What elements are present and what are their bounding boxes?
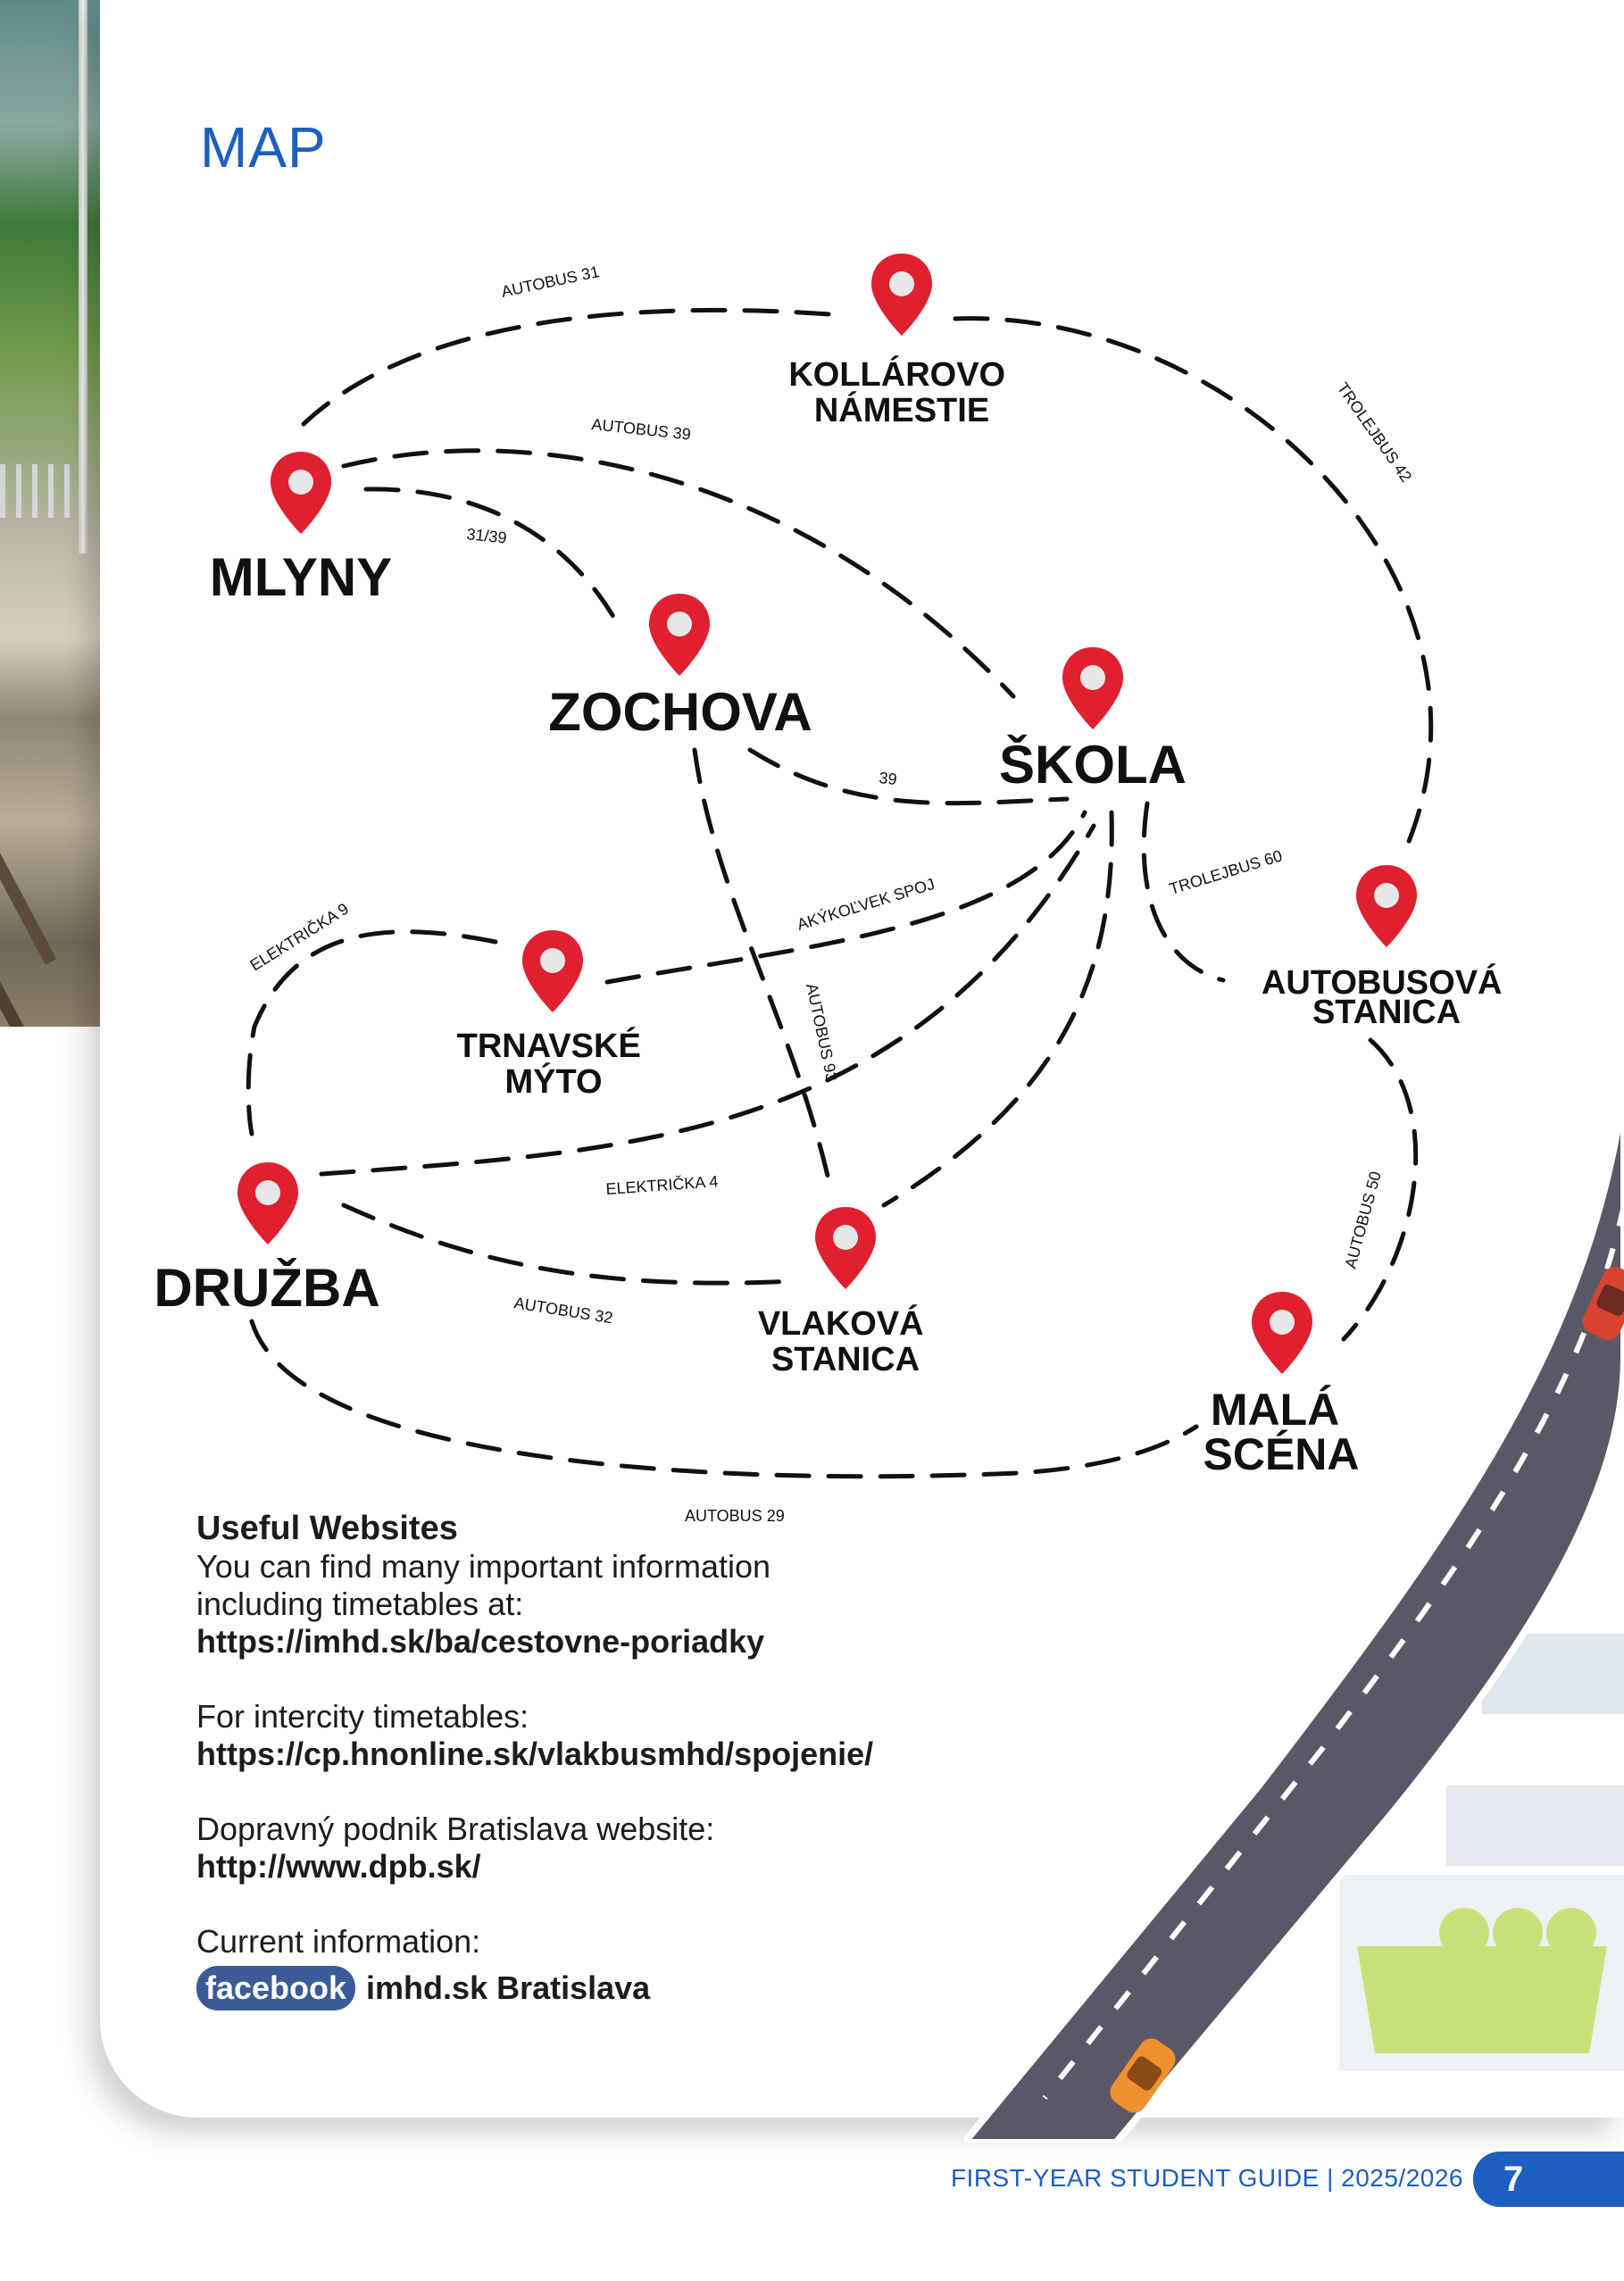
facebook-page-name: imhd.sk Bratislava [366,1969,651,2006]
tree [1439,1908,1489,1958]
map-pin-icon [237,1162,298,1245]
road-illustration [964,982,1624,2143]
route-label: AUTOBUS 93 [803,981,841,1084]
tree [1546,1908,1596,1958]
facebook-row[interactable] [196,1966,1000,2010]
useful-websites [196,1509,1000,2010]
facebook-icon: facebook [196,1966,355,2010]
stop-label-druzba: DRUŽBA [154,1258,380,1318]
map-pin-icon [815,1207,876,1289]
route-label: ELEKTRIČKA 9 [246,899,353,975]
stop-label-zochova: ZOCHOVA [548,682,812,742]
map-pin-icon [649,594,710,676]
map-pin-icon [871,254,932,336]
route-label: AUTOBUS 32 [512,1294,614,1328]
stop-label-kollarovo: KOLLÁROVO NÁMESTIE [788,356,1006,429]
footer-guide-title: FIRST-YEAR STUDENT GUIDE | 2025/2026 [950,2164,1463,2192]
intercity-link[interactable]: https://cp.hnonline.sk/vlakbusmhd/spojenie/ [196,1736,874,1772]
building-block [1446,1786,1624,1866]
route-label: TROLEJBUS 60 [1167,846,1285,898]
route-label: 39 [878,769,898,789]
timetables-link[interactable]: https://imhd.sk/ba/cestovne-poriadky [196,1623,765,1660]
map-pin-icon [271,452,331,534]
stop-label-mlyny: MLYNY [209,547,393,607]
grass-area [1357,1946,1607,2053]
map-pin-icon [1356,865,1417,947]
page-title: MAP [200,115,327,179]
route-label: AUTOBUS 29 [685,1507,785,1525]
route-label: AKÝKOĽVEK SPOJ [795,874,937,934]
websites-intro: including timetables at: [196,1586,524,1622]
tree [1493,1908,1543,1958]
route-31-39 [366,489,620,629]
route-label: 31/39 [465,525,508,547]
websites-heading: Useful Websites [196,1510,458,1547]
page-number: 7 [1473,2152,1624,2207]
map-pin-icon [522,930,583,1012]
websites-intro: You can find many important information [196,1548,771,1585]
stop-label-mala: MALÁ SCÉNA [1203,1385,1360,1479]
map-pin-icon [1062,647,1123,729]
route-label: AUTOBUS 39 [590,415,692,444]
stop-label-skola: ŠKOLA [999,735,1187,795]
route-label: ELEKTRIČKA 4 [604,1172,720,1198]
stop-label-trnavske: TRNAVSKÉ MÝTO [456,1028,641,1101]
current-info-label: Current information: [196,1923,481,1960]
route-label: TROLEJBUS 42 [1333,379,1416,486]
intercity-label: For intercity timetables: [196,1698,529,1735]
route-autobus-93 [695,750,830,1187]
route-label: AUTOBUS 50 [1341,1169,1385,1271]
route-autobus-31 [304,310,830,424]
dpb-label: Dopravný podnik Bratislava website: [196,1811,715,1847]
stop-label-autobusova: AUTOBUSOVÁ STANICA [1261,964,1503,1031]
stop-label-vlakova: VLAKOVÁ STANICA [757,1305,924,1378]
route-label: AUTOBUS 31 [499,262,602,301]
route-autobus-32 [344,1205,795,1283]
route-akykolvek-spoj [607,812,1085,982]
dpb-link[interactable]: http://www.dpb.sk/ [196,1848,481,1885]
